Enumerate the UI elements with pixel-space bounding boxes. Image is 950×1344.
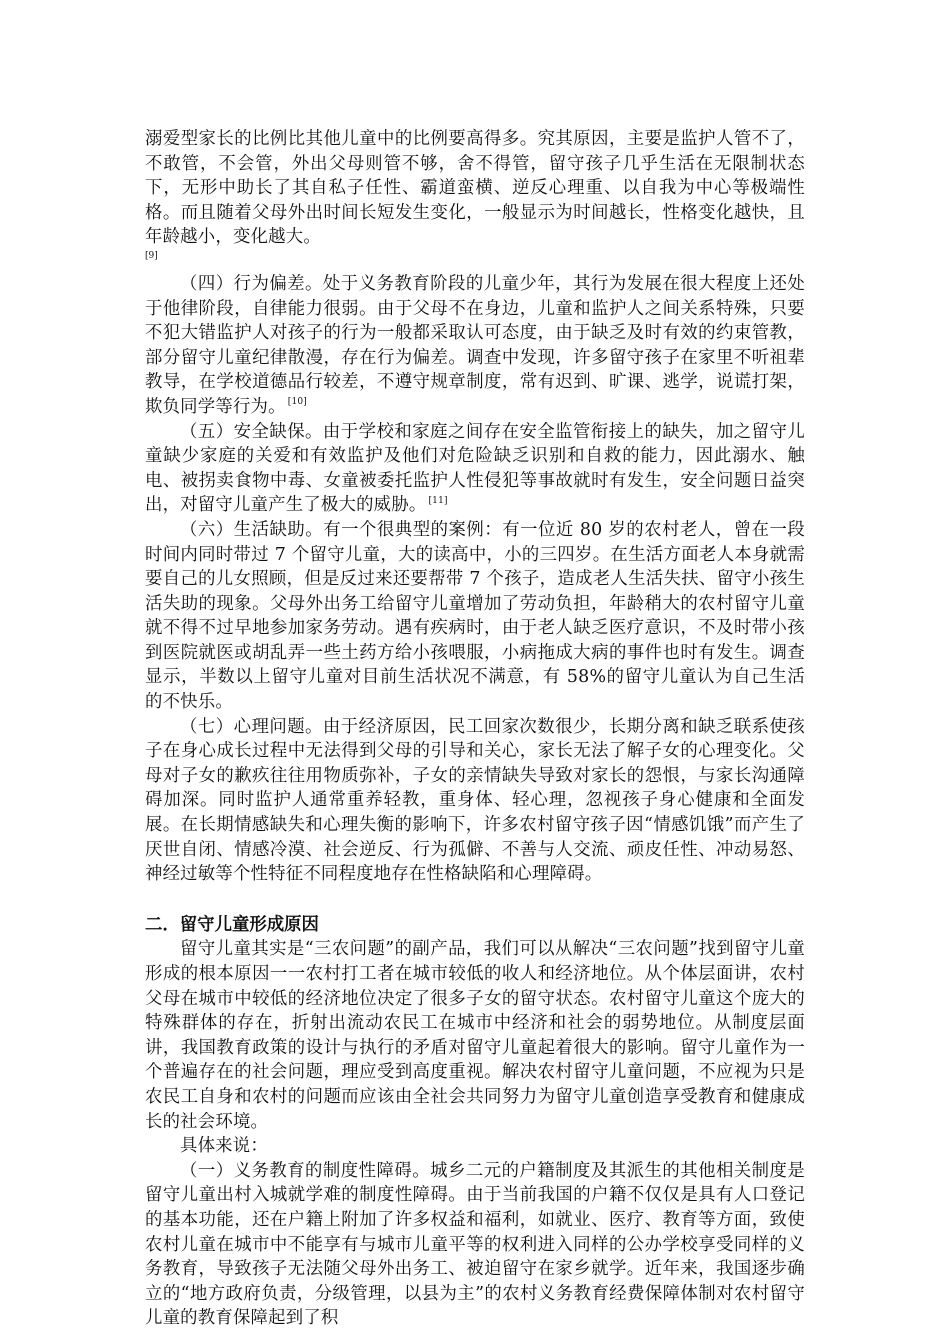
- paragraph-text: （四）行为偏差。处于义务教育阶段的儿童少年，其行为发展在很大程度上还处于他律阶段，自律能力很弱。由于父母不在身边，儿童和监护人之间关系特殊，只要不犯大错监护人对孩子的行为一般都采取认可态度，由于缺乏及时有效的约束管教，部分留守儿童纪律散漫，存在行为偏差。调查中发现，许多留守孩子在家里不听祖辈教导，在学校道德品行较差，不遵守规章制度，常有迟到、旷课、逃学，说谎打架，欺负同学等行为。: [145, 273, 805, 417]
- paragraph-safety: [145, 420, 805, 518]
- paragraph-compulsory-education: [145, 1159, 805, 1331]
- paragraph-text: （六）生活缺助。有一个很典型的案例：有一位近 80 岁的农村老人，曾在一段时间内同时带过 7 个留守儿童，大的读高中，小的三四岁。在生活方面老人本身就需要自己的儿女照顾，但是反过来还要帮带 7 个孩子，造成老人生活失扶、留守小孩生活失助的现象。父母外出务工给留守儿童增加了劳动负担，年龄稍大的农村留守儿童就不得不过早地参加家务劳动。遇有疾病时，由于老人缺乏医疗意识，不及时带小孩到医院就医或胡乱弄一些土药方给小孩喂服，小病拖成大病的事件也时有发生。调查显示，半数以上留守儿童对目前生活状况不满意，有 58%的留守儿童认为自己生活的不快乐。: [145, 519, 805, 713]
- citation-line: [145, 250, 805, 262]
- paragraph-text: （七）心理问题。由于经济原因，民工回家次数很少，长期分离和缺乏联系使孩子在身心成长过程中无法得到父母的引导和关心，家长无法了解子女的心理变化。父母对子女的歉疚往往用物质弥补，子女的亲情缺失导致对家长的怨恨，与家长沟通障碍加深。同时监护人通常重养轻教，重身体、轻心理，忽视孩子身心健康和全面发展。在长期情感缺失和心理失衡的影响下，许多农村留守孩子因“情感饥饿”而产生了厌世自闭、情感冷漠、社会逆反、行为孤僻、不善与人交流、顽皮任性、冲动易怒、神经过敏等个性特征不同程度地存在性格缺陷和心理障碍。: [145, 716, 805, 885]
- citation-marker: [9]: [145, 250, 158, 261]
- paragraph-text: （五）安全缺保。由于学校和家庭之间存在安全监管衔接上的缺失，加之留守儿童缺少家庭的关爱和有效监护及他们对危险缺乏识别和自救的能力，因此溺水、触电、被拐卖食物中毒、女童被委托监护人性侵犯等事故就时有发生，安全问题日益突出，对留守儿童产生了极大的威胁。: [145, 421, 805, 516]
- paragraph-text: 具体来说：: [180, 1136, 268, 1157]
- paragraph-specifically: [145, 1134, 805, 1159]
- paragraph-psychological: [145, 715, 805, 887]
- citation-marker: [10]: [287, 397, 308, 408]
- paragraph-text: 溺爱型家长的比例比其他儿童中的比例要高得多。究其原因，主要是监护人管不了，不敢管，不会管，外出父母则管不够，舍不得管，留守孩子几乎生活在无限制状态下，无形中助长了其自私子任性、霸道蛮横、逆反心理重、以自我为中心等极端性格。而且随着父母外出时间长短发生变化，一般显示为时间越长，性格变化越快，且年龄越小，变化越大。: [145, 129, 805, 248]
- paragraph-living-support: [145, 518, 805, 715]
- paragraph-personality-continued: [145, 127, 805, 250]
- section-heading: 二．留守儿童形成原因: [145, 914, 319, 935]
- citation-marker: [11]: [428, 495, 448, 506]
- paragraph-behavior-deviation: [145, 272, 805, 420]
- paragraph-causes-intro: [145, 937, 805, 1134]
- document-body: [145, 127, 805, 1331]
- paragraph-text: 留守儿童其实是“三农问题”的副产品，我们可以从解决“三农问题”找到留守儿童形成的根本原因一一农村打工者在城市较低的收人和经济地位。从个体层面讲，农村父母在城市中较低的经济地位决定了很多子女的留守状态。农村留守儿童这个庞大的特殊群体的存在，折射出流动农民工在城市中经济和社会的弱势地位。从制度层面讲，我国教育政策的设计与执行的矛盾对留守儿童起着很大的影响。留守儿童作为一个普遍存在的社会问题，理应受到高度重视。解决农村留守儿童问题，不应视为只是农民工自身和农村的问题而应该由全社会共同努力为留守儿童创造享受教育和健康成长的社会环境。: [145, 939, 805, 1132]
- paragraph-text: （一）义务教育的制度性障碍。城乡二元的户籍制度及其派生的其他相关制度是留守儿童出村入城就学难的制度性障碍。由于当前我国的户籍不仅仅是具有人口登记的基本功能，还在户籍上附加了许多权益和福利，如就业、医疗、教育等方面，致使农村儿童在城市中不能享有与城市儿童平等的权利进入同样的公办学校享受同样的义务教育，导致孩子无法随父母外出务工、被迫留守在家乡就学。近年来，我国逐步确立的“地方政府负责，分级管理，以县为主”的农村义务教育经费保障体制对农村留守儿童的教育保障起到了积: [145, 1160, 805, 1329]
